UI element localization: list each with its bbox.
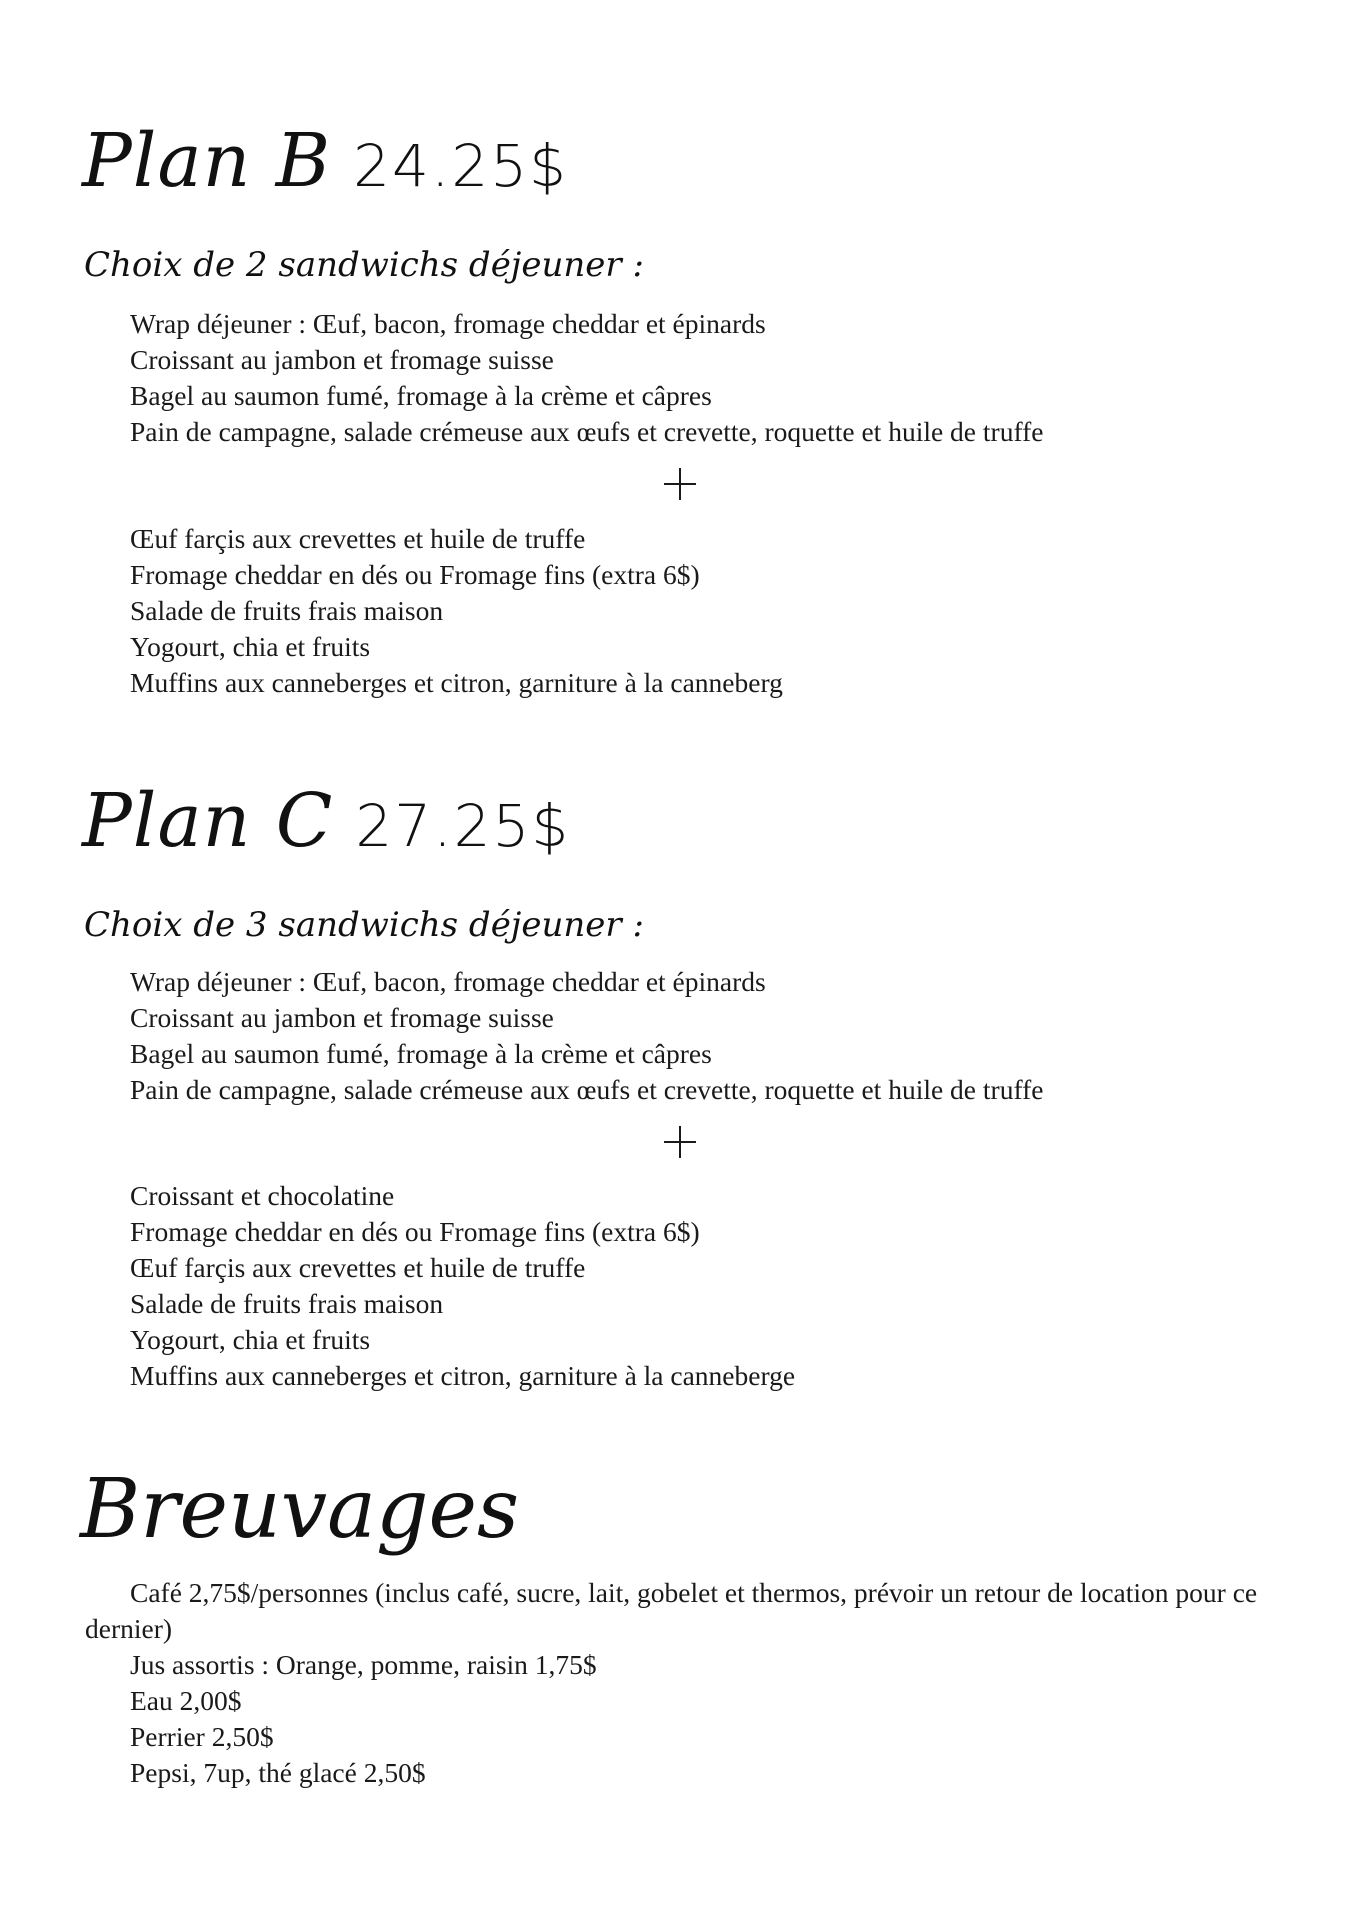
list-item: Perrier 2,50$ bbox=[130, 1721, 274, 1752]
beverage-list bbox=[130, 1647, 597, 1791]
plan-c-sandwich-list bbox=[130, 964, 1043, 1108]
plan-b-sides-list bbox=[130, 521, 783, 701]
plan-c-sides-list bbox=[130, 1178, 795, 1394]
plus-icon bbox=[660, 1122, 700, 1162]
beverage-coffee: Café 2,75$/personnes (inclus café, sucre, lait, gobelet et thermos, prévoir un retour de location pour ce dernier) bbox=[85, 1577, 1258, 1644]
list-item: Fromage cheddar en dés ou Fromage fins (extra 6$) bbox=[130, 1216, 700, 1247]
list-item: Croissant au jambon et fromage suisse bbox=[130, 344, 554, 375]
list-item: Yogourt, chia et fruits bbox=[130, 1324, 371, 1355]
plan-c-subtitle: Choix de 3 sandwichs déjeuner : bbox=[84, 905, 644, 945]
list-item: Pain de campagne, salade crémeuse aux œufs et crevette, roquette et huile de truffe bbox=[130, 1074, 1044, 1105]
plan-b-sandwich-list bbox=[130, 306, 1043, 450]
list-item: Jus assortis : Orange, pomme, raisin 1,75$ bbox=[130, 1649, 597, 1680]
list-item: Croissant au jambon et fromage suisse bbox=[130, 1002, 554, 1033]
list-item: Salade de fruits frais maison bbox=[130, 1288, 444, 1319]
plan-b-price: 24.25$ bbox=[353, 132, 569, 200]
plan-b-subtitle: Choix de 2 sandwichs déjeuner : bbox=[84, 245, 644, 285]
plus-icon bbox=[660, 464, 700, 504]
plan-b-name: Plan B bbox=[82, 118, 332, 204]
list-item: Wrap déjeuner : Œuf, bacon, fromage cheddar et épinards bbox=[130, 966, 766, 997]
list-item: Muffins aux canneberges et citron, garniture à la canneberg bbox=[130, 667, 783, 698]
list-item: Pepsi, 7up, thé glacé 2,50$ bbox=[130, 1757, 426, 1788]
plan-c-price: 27.25$ bbox=[355, 792, 571, 860]
list-item: Œuf farçis aux crevettes et huile de truffe bbox=[130, 523, 586, 554]
list-item: Bagel au saumon fumé, fromage à la crème et câpres bbox=[130, 380, 712, 411]
list-item: Muffins aux canneberges et citron, garniture à la canneberge bbox=[130, 1360, 796, 1391]
list-item: Œuf farçis aux crevettes et huile de truffe bbox=[130, 1252, 586, 1283]
list-item: Yogourt, chia et fruits bbox=[130, 631, 371, 662]
list-item: Bagel au saumon fumé, fromage à la crème et câpres bbox=[130, 1038, 712, 1069]
list-item: Pain de campagne, salade crémeuse aux œufs et crevette, roquette et huile de truffe bbox=[130, 416, 1044, 447]
list-item: Salade de fruits frais maison bbox=[130, 595, 444, 626]
plan-b-title bbox=[82, 118, 568, 204]
list-item: Fromage cheddar en dés ou Fromage fins (extra 6$) bbox=[130, 559, 700, 590]
plan-c-title bbox=[82, 778, 570, 864]
list-item: Croissant et chocolatine bbox=[130, 1180, 395, 1211]
list-item: Wrap déjeuner : Œuf, bacon, fromage cheddar et épinards bbox=[130, 308, 766, 339]
plan-c-name: Plan C bbox=[82, 778, 334, 864]
list-item: Eau 2,00$ bbox=[130, 1685, 242, 1716]
beverages-title: Breuvages bbox=[80, 1462, 520, 1557]
